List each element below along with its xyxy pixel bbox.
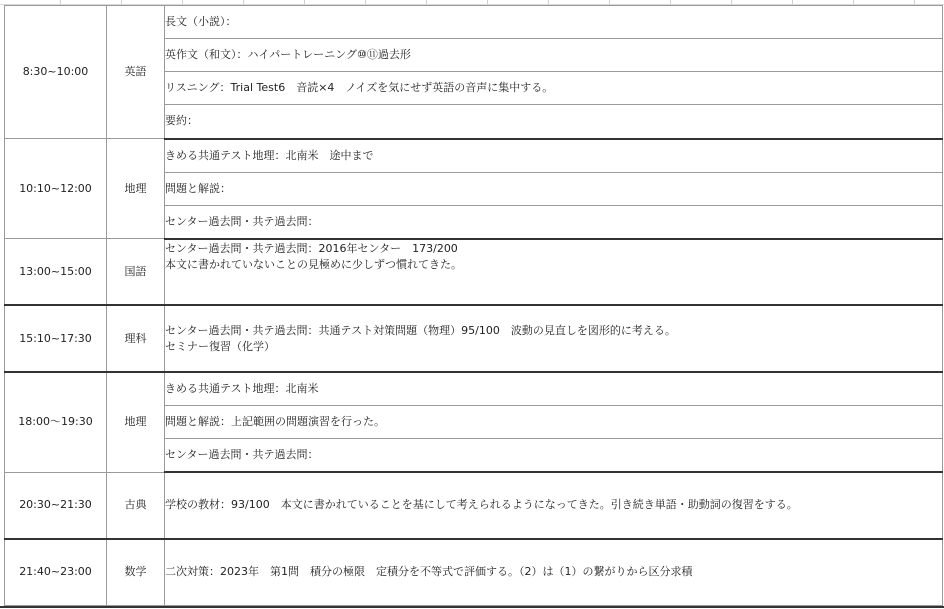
detail-cell: きめる共通テスト地理：北南米: [165, 372, 943, 406]
subject-cell: 古典: [107, 472, 165, 539]
subject-cell: 数学: [107, 539, 165, 606]
detail-cell: きめる共通テスト地理：北南米 途中まで: [165, 139, 943, 173]
time-cell: 20:30~21:30: [5, 472, 107, 539]
detail-cell: 二次対策：2023年 第1問 積分の極限 定積分を不等式で評価する。（2）は（1）の繋がりから区分求積: [165, 539, 943, 606]
detail-cell: センター過去問・共テ過去問：: [165, 439, 943, 473]
detail-line: センター過去問・共テ過去問：2016年センター 173/200: [165, 241, 458, 255]
subject-cell: 地理: [107, 372, 165, 472]
detail-cell: 要約：: [165, 105, 943, 139]
detail-cell: 学校の教材：93/100 本文に書かれていることを基にして考えられるようになってきた。引き続き単語・助動詞の復習をする。: [165, 472, 943, 539]
detail-cell: センター過去問・共テ過去問：: [165, 205, 943, 239]
table-row: [5, 372, 943, 406]
time-cell: 8:30~10:00: [5, 6, 107, 139]
detail-cell: 英作文（和文）：ハイパートレーニング⑩⑪過去形: [165, 39, 943, 72]
detail-cell: [165, 305, 943, 372]
detail-cell: リスニング：Trial Test6 音読×4 ノイズを気にせず英語の音声に集中する。: [165, 72, 943, 105]
table-row: [5, 6, 943, 39]
detail-cell: 問題と解説：上記範囲の問題演習を行った。: [165, 406, 943, 439]
time-cell: 10:10~12:00: [5, 139, 107, 239]
detail-line: セミナー復習（化学）: [165, 340, 275, 353]
detail-line: センター過去問・共テ過去問：共通テスト対策問題（物理）95/100 波動の見直しを図形的に考える。: [165, 324, 676, 337]
study-schedule-table: [4, 5, 943, 606]
table-row: [5, 139, 943, 173]
detail-line: 本文に書かれていないことの見極めに少しずつ慣れてきた。: [165, 257, 462, 271]
table-row: [5, 305, 943, 372]
table-row: [5, 539, 943, 606]
time-cell: 15:10~17:30: [5, 305, 107, 372]
subject-cell: 英語: [107, 6, 165, 139]
time-cell: 18:00〜19:30: [5, 372, 107, 472]
detail-cell: 長文（小説）：: [165, 6, 943, 39]
bottom-border: [0, 606, 944, 608]
time-cell: 13:00~15:00: [5, 239, 107, 306]
subject-cell: 国語: [107, 239, 165, 306]
time-cell: 21:40~23:00: [5, 539, 107, 606]
detail-cell: [165, 239, 943, 306]
subject-cell: 地理: [107, 139, 165, 239]
subject-cell: 理科: [107, 305, 165, 372]
table-row: [5, 239, 943, 306]
detail-cell: 問題と解説：: [165, 172, 943, 205]
table-row: [5, 472, 943, 539]
